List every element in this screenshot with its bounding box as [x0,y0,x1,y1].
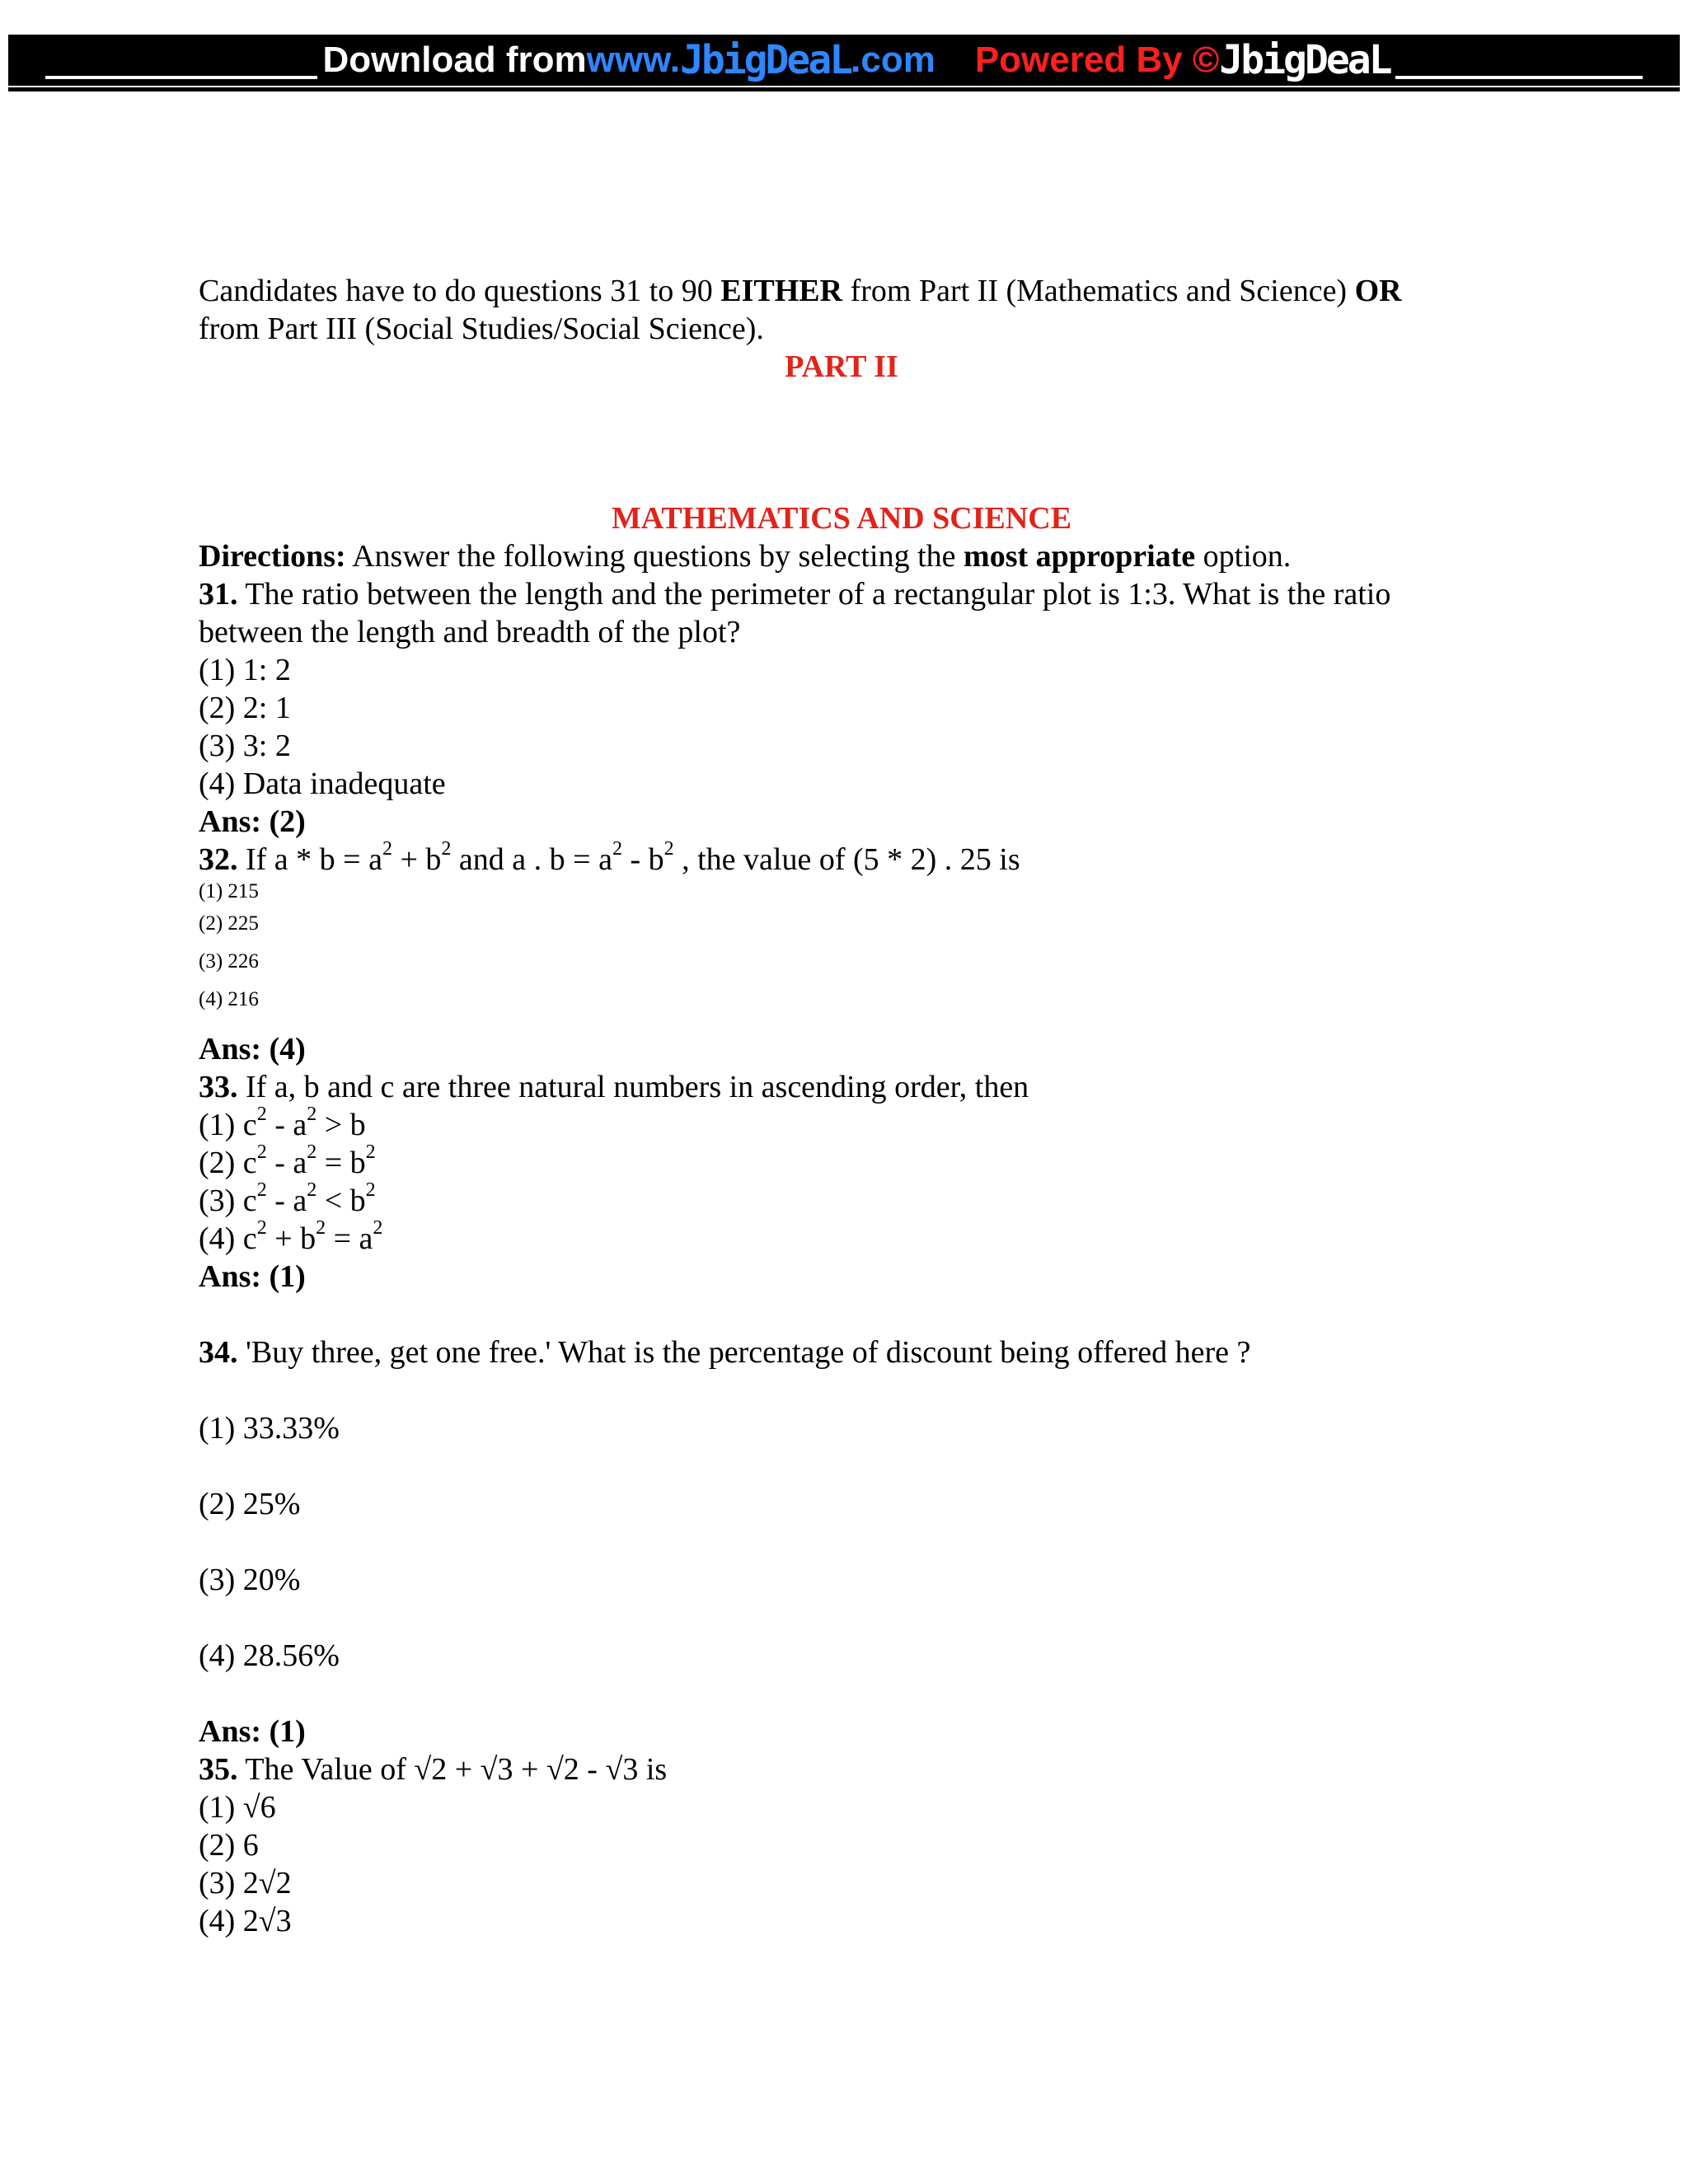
banner-url-suffix[interactable]: .com [851,40,935,80]
option [199,1141,1484,1182]
option: (1) 215 [199,880,259,902]
question-text: 'Buy three, get one free.' What is the percentage of discount being offered here ? [237,1335,1251,1370]
question-text: - b [621,842,664,877]
banner-powered-by: Powered By © [974,40,1220,80]
intro-text: Candidates have to do questions 31 to 90 [199,274,721,308]
superscript: 2 [382,838,392,860]
superscript: 2 [256,1217,267,1240]
option: (2) 225 [199,912,259,935]
superscript: 2 [612,838,622,860]
option: (4) 28.56% [199,1638,340,1673]
option-part: (4) c [199,1221,257,1256]
option-part: - a [266,1146,307,1180]
question-32 [199,838,1484,879]
banner-brand-logo: JbigDeaL [1219,37,1390,83]
spacer [199,1523,1484,1561]
intro-either: EITHER [720,274,843,308]
question-text: and a . b = a [451,842,612,877]
option: (1) 1: 2 [199,653,291,687]
question-number: 31. [199,577,238,612]
option: (4) 2√3 [199,1904,292,1938]
part-heading: PART II [785,349,898,384]
superscript: 2 [365,1141,376,1164]
question-text: If a, b and c are three natural numbers in ascending order, then [237,1070,1029,1104]
superscript: 2 [441,838,452,860]
answer: Ans: (1) [199,1714,306,1749]
intro-line-2: from Part III (Social Studies/Social Science). [199,312,764,346]
spacer [199,1371,1484,1409]
banner-text [8,35,1680,86]
question-text: The ratio between the length and the perimeter of a rectangular plot is 1:3. What is the ratio [237,577,1391,612]
answer: Ans: (4) [199,1032,306,1066]
option-part: = b [316,1146,366,1180]
directions [199,537,1484,575]
answer: Ans: (1) [199,1259,306,1294]
superscript: 2 [663,838,674,860]
option-part: - a [266,1108,307,1142]
option: (1) 33.33% [199,1411,340,1446]
spacer [199,386,1484,499]
superscript: 2 [256,1179,267,1202]
banner-url-prefix[interactable]: www. [586,40,680,80]
option-part: (2) c [199,1146,257,1180]
banner-rule [8,87,1680,91]
directions-emphasis: most appropriate [964,539,1196,574]
option-part: + b [266,1221,316,1256]
question-number: 32. [199,842,238,877]
spacer [199,1675,1484,1713]
option: (2) 6 [199,1828,259,1863]
option-part: (1) c [199,1108,257,1142]
question-text: The Value of √2 + √3 + √2 - √3 is [237,1752,668,1787]
option-part: - a [266,1183,307,1218]
superscript: 2 [373,1217,383,1240]
superscript: 2 [307,1141,317,1164]
banner-underline-left [45,76,317,79]
directions-text: Answer the following questions by selecting the [345,539,964,574]
intro-text: from Part II (Mathematics and Science) [842,274,1355,308]
question-34 [199,1333,1484,1371]
option-part: (3) c [199,1183,257,1218]
option: (1) √6 [199,1790,276,1825]
question-number: 35. [199,1752,238,1787]
question-number: 33. [199,1070,238,1104]
answer: Ans: (2) [199,804,306,839]
intro-line-1 [199,272,1484,310]
question-text: + b [392,842,442,877]
option-part: < b [316,1183,366,1218]
directions-label: Directions: [199,539,346,574]
option [199,1106,1484,1144]
question-text: If a * b = a [237,842,382,877]
option: (4) Data inadequate [199,766,446,801]
download-banner [8,35,1680,86]
option: (2) 25% [199,1487,301,1521]
question-31-cont: between the length and breadth of the plot? [199,615,741,649]
option-part: = a [326,1221,373,1256]
option: (3) 3: 2 [199,729,291,763]
superscript: 2 [256,1141,267,1164]
superscript: 2 [365,1179,376,1202]
banner-url-brand[interactable]: JbigDeaL [679,37,851,83]
option: (4) 216 [199,988,259,1010]
spacer [199,1296,1484,1333]
option-part: > b [316,1108,366,1142]
spacer [199,1447,1484,1485]
superscript: 2 [307,1179,317,1202]
superscript: 2 [256,1104,267,1126]
option: (3) 2√2 [199,1866,292,1900]
banner-underline-right [1395,76,1643,79]
option: (3) 20% [199,1563,301,1597]
question-number: 34. [199,1335,238,1370]
spacer [199,1019,1484,1030]
question-33 [199,1068,1484,1106]
superscript: 2 [316,1217,326,1240]
spacer [199,1599,1484,1637]
option [199,1179,1484,1220]
question-35 [199,1750,1484,1788]
document-body [199,272,1484,1940]
section-heading: MATHEMATICS AND SCIENCE [611,501,1072,536]
superscript: 2 [307,1104,317,1126]
question-text: , the value of (5 * 2) . 25 is [673,842,1020,877]
question-31 [199,575,1484,613]
intro-or: OR [1354,274,1402,308]
directions-text: option. [1195,539,1292,574]
option [199,1217,1484,1258]
option: (2) 2: 1 [199,691,291,725]
option: (3) 226 [199,950,259,972]
banner-download-label: Download from [322,40,587,80]
